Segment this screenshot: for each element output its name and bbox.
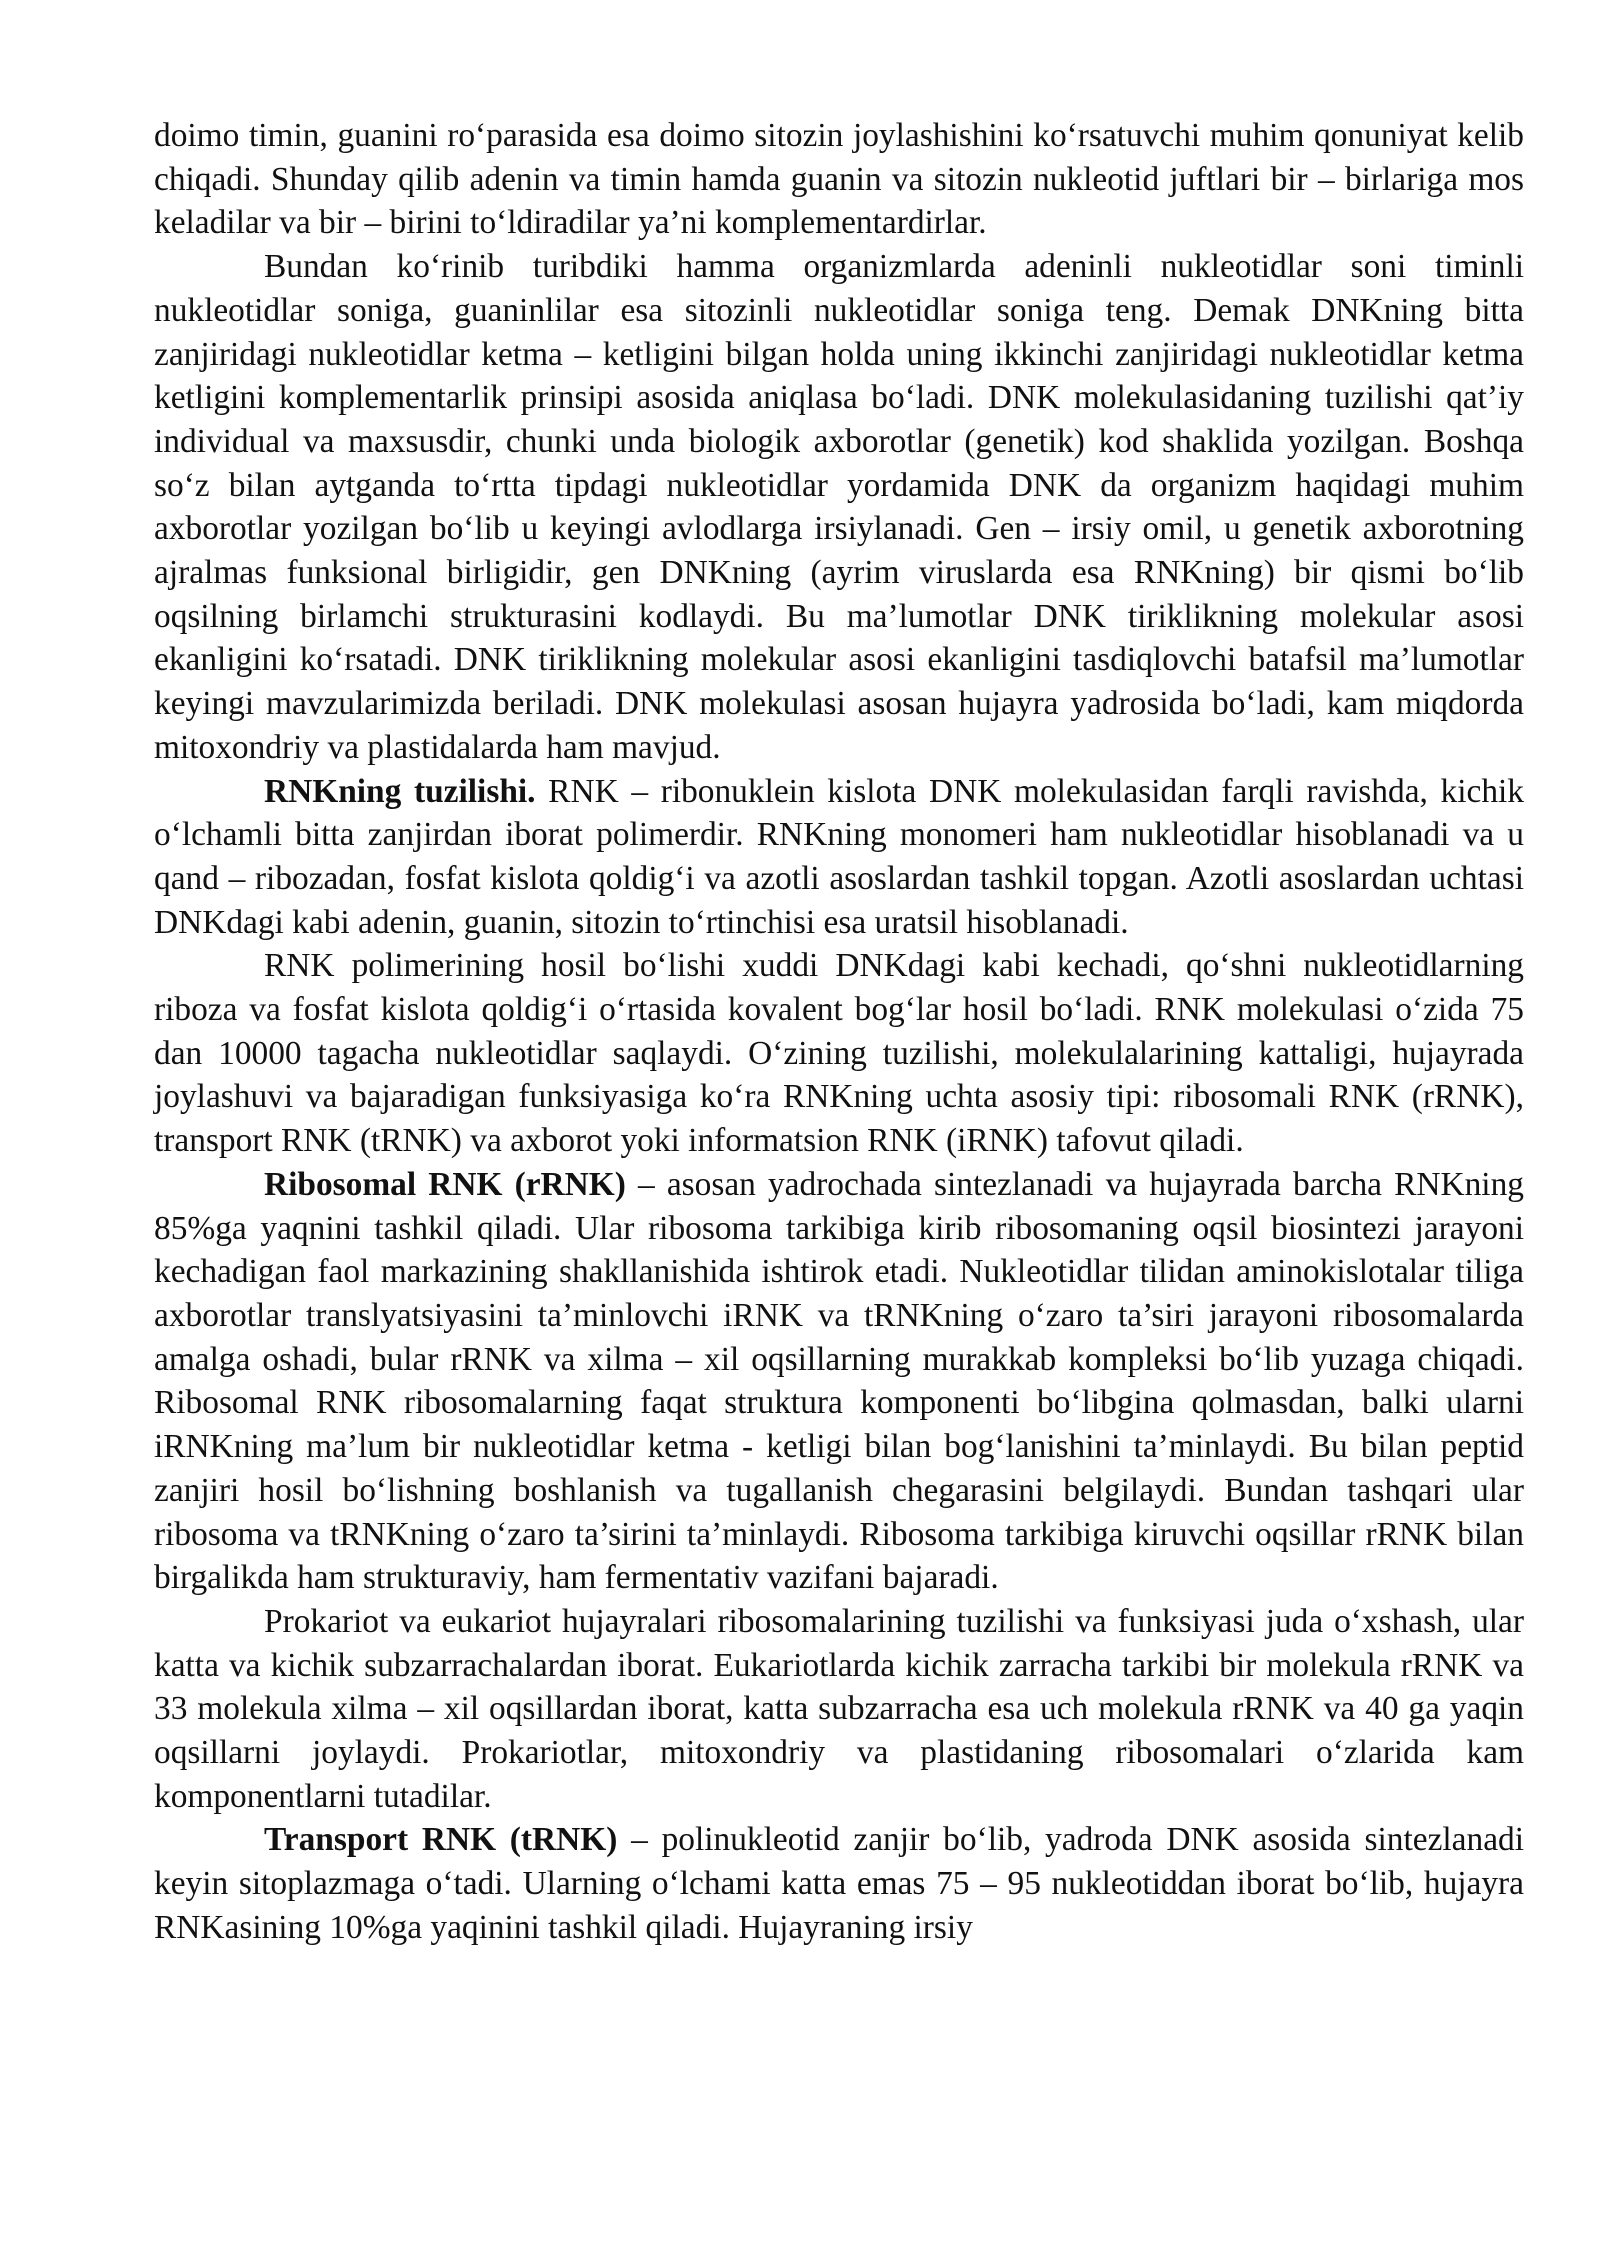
paragraph-text: – polinukleotid zanjir bo‘lib, yadroda DNK asosida sintezlanadi keyin sitoplazmaga o‘tadi. Ularning o‘lchami katta emas 75 – 95 nukleotiddan iborat bo‘lib, hujayra RNKasining 10%ga yaqinini tashkil qiladi. Hujayraning irsiy: [154, 1821, 1524, 1946]
paragraph-text: – asosan yadrochada sintezlanadi va hujayrada barcha RNKning 85%ga yaqnini tashkil qiladi. Ular ribosoma tarkibiga kirib ribosomaning oqsil biosintezi jarayoni kechadigan faol markazining shakllanishida ishtirok etadi. Nukleotidlar tilidan aminokislotalar tiliga axborotlar translyatsiyasini ta’minlovchi iRNK va tRNKning o‘zaro ta’siri jarayoni ribosomalarda amalga oshadi, bular rRNK va xilma – xil oqsillarning murakkab kompleksi bo‘lib yuzaga chiqadi. Ribosomal RNK ribosomalarning faqat struktura komponenti bo‘libgina qolmasdan, balki ularni iRNKning ma’lum bir nukleotidlar ketma - ketligi bilan bog‘lanishini ta’minlaydi. Bu bilan peptid zanjiri hosil bo‘lishning boshlanish va tugallanish chegarasini belgilaydi. Bundan tashqari ular ribosoma va tRNKning o‘zaro ta’sirini ta’minlaydi. Ribosoma tarkibiga kiruvchi oqsillar rRNK bilan birgalikda ham strukturaviy, ham fermentativ vazifani bajaradi.: [154, 1165, 1524, 1597]
section-heading-rnk-structure: RNKning tuzilishi.: [264, 772, 536, 810]
paragraph: [154, 1600, 1524, 1819]
paragraph-text: Bundan ko‘rinib turibdiki hamma organizmlarda adeninli nukleotidlar soni timinli nukleotidlar soniga, guaninlilar esa sitozinli nukleotidlar soniga teng. Demak DNKning bitta zanjiridagi nukleotidlar ketma – ketligini bilgan holda uning ikkinchi zanjiridagi nukleotidlar ketma ketligini komplementarlik prinsipi asosida aniqlasa bo‘ladi. DNK molekulasidaning tuzilishi qat’iy individual va maxsusdir, chunki unda biologik axborotlar (genetik) kod shaklida yozilgan. Boshqa so‘z bilan aytganda to‘rtta tipdagi nukleotidlar yordamida DNK da organizm haqidagi muhim axborotlar yozilgan bo‘lib u keyingi avlodlarga irsiylanadi. Gen – irsiy omil, u genetik axborotning ajralmas funksional birligidir, gen DNKning (ayrim viruslarda esa RNKning) bir qismi bo‘lib oqsilning birlamchi strukturasini kodlaydi. Bu ma’lumotlar DNK tiriklikning molekular asosi ekanligini ko‘rsatadi. DNK tiriklikning molekular asosi ekanligini tasdiqlovchi batafsil ma’lumotlar keyingi mavzularimizda beriladi. DNK molekulasi asosan hujayra yadrosida bo‘ladi, kam miqdorda mitoxondriy va plastidalarda ham mavjud.: [154, 248, 1524, 766]
paragraph-text: doimo timin, guanini ro‘parasida esa doimo sitozin joylashishini ko‘rsatuvchi muhim qonuniyat kelib chiqadi. Shunday qilib adenin va timin hamda guanin va sitozin nukleotid juftlari bir – birlariga mos keladilar va bir – birini to‘ldiradilar ya’ni komplementardirlar.: [154, 117, 1524, 242]
paragraph: [154, 245, 1524, 769]
paragraph: [154, 1163, 1524, 1600]
paragraph: [154, 1818, 1524, 1949]
section-heading-ribosomal-rnk: Ribosomal RNK (rRNK): [264, 1165, 626, 1203]
paragraph-text: Prokariot va eukariot hujayralari ribosomalarining tuzilishi va funksiyasi juda o‘xshash, ular katta va kichik subzarrachalardan iborat. Eukariotlarda kichik zarracha tarkibi bir molekula rRNK va 33 molekula xilma – xil oqsillardan iborat, katta subzarracha esa uch molekula rRNK va 40 ga yaqin oqsillarni joylaydi. Prokariotlar, mitoxondriy va plastidaning ribosomalari o‘zlarida kam komponentlarni tutadilar.: [154, 1602, 1524, 1815]
section-heading-transport-rnk: Transport RNK (tRNK): [264, 1821, 618, 1859]
paragraph-text: RNK polimerining hosil bo‘lishi xuddi DNKdagi kabi kechadi, qo‘shni nukleotidlarning riboza va fosfat kislota qoldig‘i o‘rtasida kovalent bog‘lar hosil bo‘ladi. RNK molekulasi o‘zida 75 dan 10000 tagacha nukleotidlar saqlaydi. O‘zining tuzilishi, molekulalarining kattaligi, hujayrada joylashuvi va bajaradigan funksiyasiga ko‘ra RNKning uchta asosiy tipi: ribosomali RNK (rRNK), transport RNK (tRNK) va axborot yoki informatsion RNK (iRNK) tafovut qiladi.: [154, 947, 1524, 1160]
paragraph-text: RNK – ribonuklein kislota DNK molekulasidan farqli ravishda, kichik o‘lchamli bitta zanjirdan iborat polimerdir. RNKning monomeri ham nukleotidlar hisoblanadi va u qand – ribozadan, fosfat kislota qoldig‘i va azotli asoslardan tashkil topgan. Azotli asoslardan uchtasi DNKdagi kabi adenin, guanin, sitozin to‘rtinchisi esa uratsil hisoblanadi.: [154, 772, 1524, 941]
paragraph: [154, 770, 1524, 945]
document-page: [154, 114, 1524, 1950]
paragraph: [154, 114, 1524, 245]
paragraph: [154, 944, 1524, 1163]
